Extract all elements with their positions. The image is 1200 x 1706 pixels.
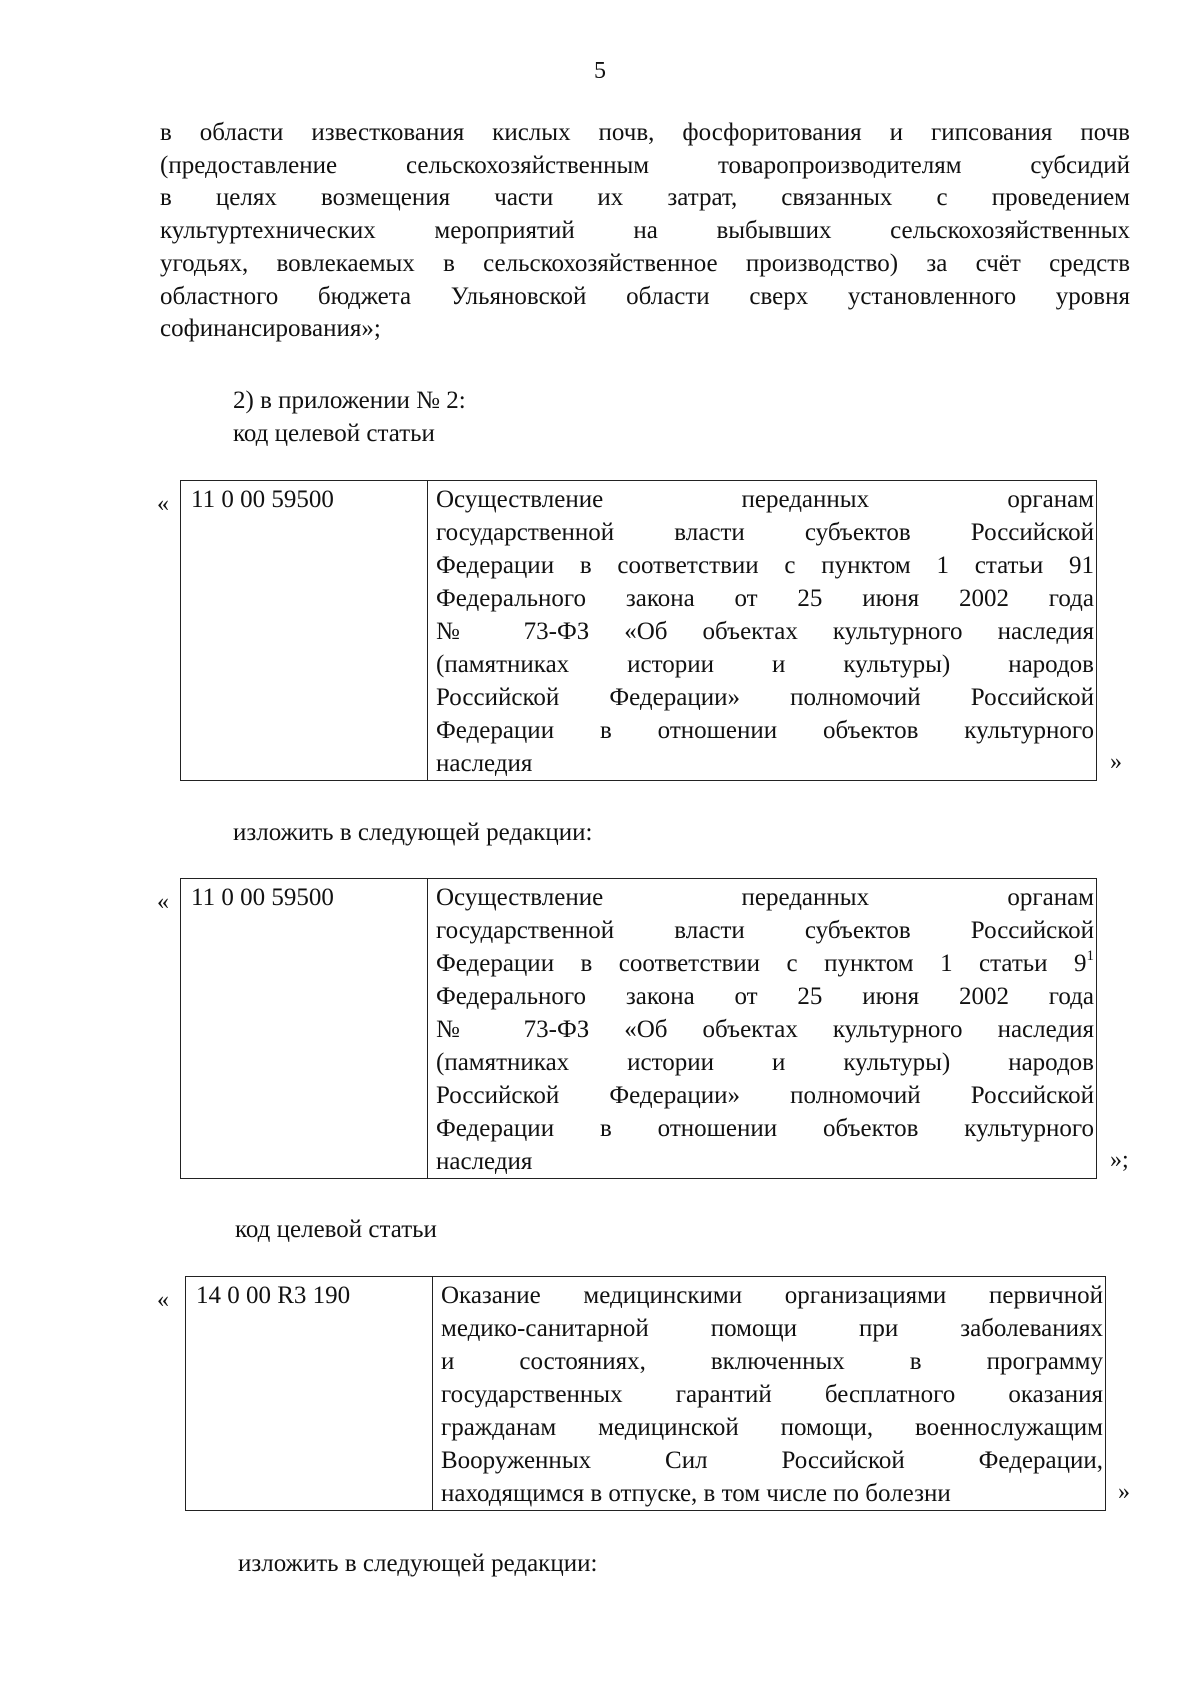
description-line: Оказание медицинскими организациями первичной: [441, 1282, 1103, 1309]
code-cell: 11 0 00 59500: [181, 879, 428, 1179]
description-line: находящимся в отпуске, в том числе по болезни: [441, 1480, 951, 1507]
description-line: Федерального закона от 25 июня 2002 года: [436, 983, 1094, 1010]
description-line: медико-санитарной помощи при заболеваниях: [441, 1315, 1103, 1342]
item-heading: 2) в приложении № 2:: [233, 387, 466, 414]
description-cell: [428, 481, 1097, 781]
description-line: Федерации в отношении объектов культурного: [436, 717, 1094, 744]
intro-line: (предоставление сельскохозяйственным товаропроизводителям субсидий: [160, 151, 1130, 179]
description-line: Вооруженных Сил Российской Федерации,: [441, 1447, 1103, 1474]
description-line: государственной власти субъектов Российской: [436, 519, 1094, 546]
description-line: Российской Федерации» полномочий Российской: [436, 684, 1094, 711]
restate-label: изложить в следующей редакции:: [238, 1550, 598, 1577]
description-cell: [428, 879, 1097, 1179]
intro-line: культуртехнических мероприятий на выбывших сельскохозяйственных: [160, 217, 1130, 245]
description-line: Федерации в соответствии с пунктом 1 статьи $9^1$: [436, 947, 1094, 977]
description-line: и состояниях, включенных в программу: [441, 1348, 1103, 1375]
description-line: (памятниках истории и культуры) народов: [436, 651, 1094, 678]
intro-line: угодьях, вовлекаемых в сельскохозяйственное производство) за счёт средств: [160, 249, 1130, 277]
target-article-table: [180, 480, 1097, 781]
intro-line: в целях возмещения части их затрат, связанных с проведением: [160, 184, 1130, 212]
description-line: Российской Федерации» полномочий Российской: [436, 1082, 1094, 1109]
description-line: Осуществление переданных органам: [436, 884, 1094, 911]
open-quote: «: [157, 1287, 169, 1313]
description-line: государственных гарантий бесплатного оказания: [441, 1381, 1103, 1408]
close-quote: »;: [1110, 1147, 1129, 1173]
restate-label: изложить в следующей редакции:: [233, 819, 593, 846]
description-line: Осуществление переданных органам: [436, 486, 1094, 513]
description-line: (памятниках истории и культуры) народов: [436, 1049, 1094, 1076]
code-cell: 11 0 00 59500: [181, 481, 428, 781]
description-cell: [433, 1277, 1106, 1511]
intro-line: в области известкования кислых почв, фосфоритования и гипсования почв: [160, 119, 1130, 146]
intro-paragraph: [160, 117, 1130, 346]
code-cell: 14 0 00 R3 190: [186, 1277, 433, 1511]
close-quote: »: [1118, 1479, 1130, 1505]
intro-line: софинансирования»;: [160, 315, 381, 343]
open-quote: «: [157, 491, 169, 517]
close-quote: »: [1110, 749, 1122, 775]
target-article-table: [185, 1276, 1106, 1511]
page-number: 5: [594, 58, 606, 84]
description-line: № 73-ФЗ «Об объектах культурного наследия: [436, 1016, 1094, 1043]
description-line: наследия: [436, 1148, 533, 1175]
description-line: Федерального закона от 25 июня 2002 года: [436, 585, 1094, 612]
target-article-label: код целевой статьи: [235, 1216, 437, 1243]
description-line: гражданам медицинской помощи, военнослужащим: [441, 1414, 1103, 1441]
description-line: государственной власти субъектов Российской: [436, 917, 1094, 944]
open-quote: «: [157, 889, 169, 915]
target-article-label: код целевой статьи: [233, 420, 435, 447]
superscript: 1: [1086, 947, 1094, 964]
description-line: Федерации в отношении объектов культурного: [436, 1115, 1094, 1142]
description-line: № 73-ФЗ «Об объектах культурного наследия: [436, 618, 1094, 645]
description-line: Федерации в соответствии с пунктом 1 статьи 91: [436, 552, 1094, 579]
target-article-table: [180, 878, 1097, 1179]
description-line: наследия: [436, 750, 533, 777]
intro-line: областного бюджета Ульяновской области сверх установленного уровня: [160, 282, 1130, 310]
